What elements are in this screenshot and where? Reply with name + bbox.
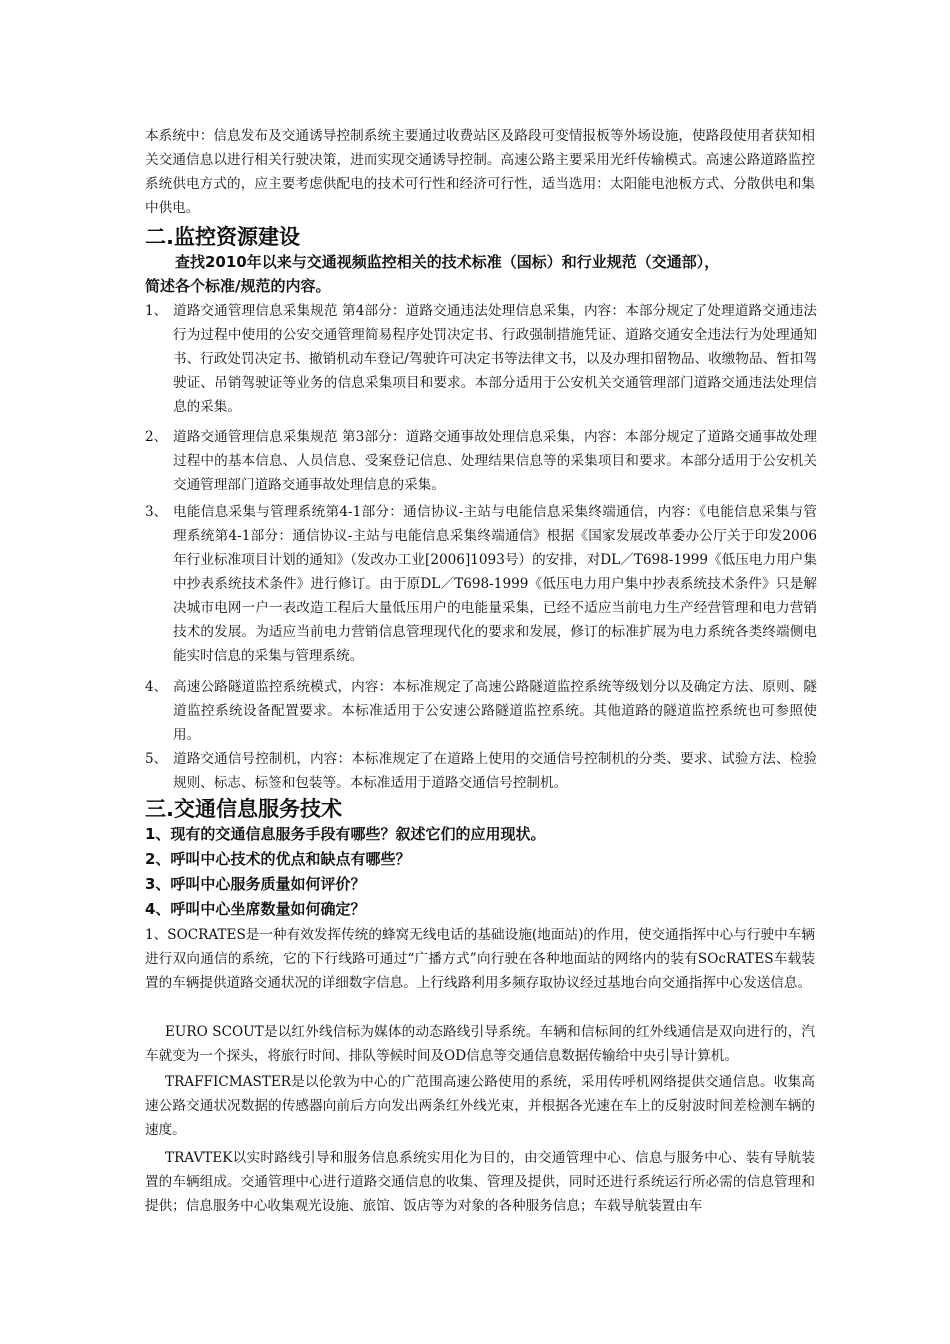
standard-item-number: 4、	[145, 679, 168, 695]
intro-paragraph-block	[145, 124, 815, 220]
section2-heading: 二.监控资源建设	[145, 225, 300, 249]
standard-item-number: 5、	[145, 751, 168, 767]
standard-item-text: 电能信息采集与管理系统第4-1部分：通信协议-主站与电能信息采集终端通信，内容：《电能信息采集与管理系统第4-1部分：通信协议-主站与电能信息采集终端通信》根据《国家发展改革委办公厅关于印发2006年行业标准项目计划的通知》（发改办工业[2006]1093号）的安排，对DL／T698-1999《低压电力用户集中抄表系统技术条件》进行修订。由于原DL／T698-1999《低压电力用户集中抄表系统技术条件》只是解决城市电网一户一表改造工程后大量低压用户的电能量采集，已经不适应当前电力生产经营管理和电力营销技术的发展。为适应当前电力营销信息管理现代化的要求和发展，修订的标准扩展为电力系统各类终端侧电能实时信息的采集与管理系统。	[173, 504, 817, 664]
standard-item-number: 3、	[145, 504, 168, 520]
section2-question-line1: 查找2010年以来与交通视频监控相关的技术标准（国标）和行业规范（交通部），	[175, 253, 720, 271]
answer-paragraph-1-block	[145, 923, 815, 995]
section2-question-line2: 简述各个标准/规范的内容。	[145, 277, 331, 295]
answer-paragraph-3-block	[145, 1070, 815, 1142]
answer-paragraph-1: 1、SOCRATES是一种有效发挥传统的蜂窝无线电话的基础设施(地面站)的作用，使交通指挥中心与行驶中车辆进行双向通信的系统，它的下行线路可通过“广播方式”向行驶在各种地面站的网络内的装有SOcRATES车载装置的车辆提供道路交通状况的详细数字信息。上行线路利用多频存取协议经过基地台向交通指挥中心发送信息。	[145, 927, 815, 991]
standard-item-5	[145, 747, 817, 795]
standard-item-1	[145, 299, 817, 419]
answer-paragraph-2-block	[145, 1020, 815, 1068]
answer-paragraph-4-block	[145, 1146, 815, 1218]
standard-item-text: 道路交通信号控制机，内容：本标准规定了在道路上使用的交通信号控制机的分类、要求、试验方法、检验规则、标志、标签和包装等。本标准适用于道路交通信号控制机。	[173, 751, 817, 791]
standard-item-3	[145, 500, 817, 668]
section3-question-3: 3、呼叫中心服务质量如何评价？	[145, 875, 366, 893]
standard-item-2	[145, 425, 817, 497]
section3-heading: 三.交通信息服务技术	[145, 797, 342, 821]
standard-item-text: 道路交通管理信息采集规范 第4部分：道路交通违法处理信息采集，内容：本部分规定了处理道路交通违法行为过程中使用的公安交通管理简易程序处罚决定书、行政强制措施凭证、道路交通安全违法行为处理通知书、行政处罚决定书、撤销机动车登记/驾驶许可决定书等法律文书，以及办理扣留物品、收缴物品、暂扣驾驶证、吊销驾驶证等业务的信息采集项目和要求。本部分适用于公安机关交通管理部门道路交通违法处理信息的采集。	[173, 303, 817, 415]
standard-item-number: 1、	[145, 303, 168, 319]
intro-paragraph: 本系统中：信息发布及交通诱导控制系统主要通过收费站区及路段可变情报板等外场设施，使路段使用者获知相关交通信息以进行相关行驶决策，进而实现交通诱导控制。高速公路主要采用光纤传输模式。高速公路道路监控系统供电方式的，应主要考虑供配电的技术可行性和经济可行性，适当选用：太阳能电池板方式、分散供电和集中供电。	[145, 128, 815, 216]
standard-item-text: 高速公路隧道监控系统模式，内容：本标准规定了高速公路隧道监控系统等级划分以及确定方法、原则、隧道监控系统设备配置要求。本标准适用于公安速公路隧道监控系统。其他道路的隧道监控系统也可参照使用。	[173, 679, 817, 743]
standard-item-4	[145, 675, 817, 747]
standard-item-text: 道路交通管理信息采集规范 第3部分：道路交通事故处理信息采集，内容：本部分规定了道路交通事故处理过程中的基本信息、人员信息、受案登记信息、处理结果信息等的采集项目和要求。本部分适用于公安机关交通管理部门道路交通事故处理信息的采集。	[173, 429, 817, 493]
answer-paragraph-2: EURO SCOUT是以红外线信标为媒体的动态路线引导系统。车辆和信标间的红外线通信是双向进行的，汽车就变为一个探头，将旅行时间、排队等候时间及OD信息等交通信息数据传输给中央引导计算机。	[145, 1024, 815, 1064]
section3-question-2: 2、呼叫中心技术的优点和缺点有哪些？	[145, 850, 411, 868]
section3-question-1: 1、现有的交通信息服务手段有哪些？叙述它们的应用现状。	[145, 825, 546, 843]
answer-paragraph-3: TRAFFICMASTER是以伦敦为中心的广范围高速公路使用的系统，采用传呼机网络提供交通信息。收集高速公路交通状况数据的传感器向前后方向发出两条红外线光束，并根据各光速在车上的反射波时间差检测车辆的速度。	[145, 1074, 815, 1138]
section3-question-4: 4、呼叫中心坐席数量如何确定？	[145, 900, 366, 918]
standard-item-number: 2、	[145, 429, 168, 445]
answer-paragraph-4: TRAVTEK以实时路线引导和服务信息系统实用化为目的，由交通管理中心、信息与服务中心、装有导航装置的车辆组成。交通管理中心进行道路交通信息的收集、管理及提供，同时还进行系统运行所必需的信息管理和提供；信息服务中心收集观光设施、旅馆、饭店等为对象的各种服务信息；车载导航装置由车	[145, 1150, 815, 1214]
